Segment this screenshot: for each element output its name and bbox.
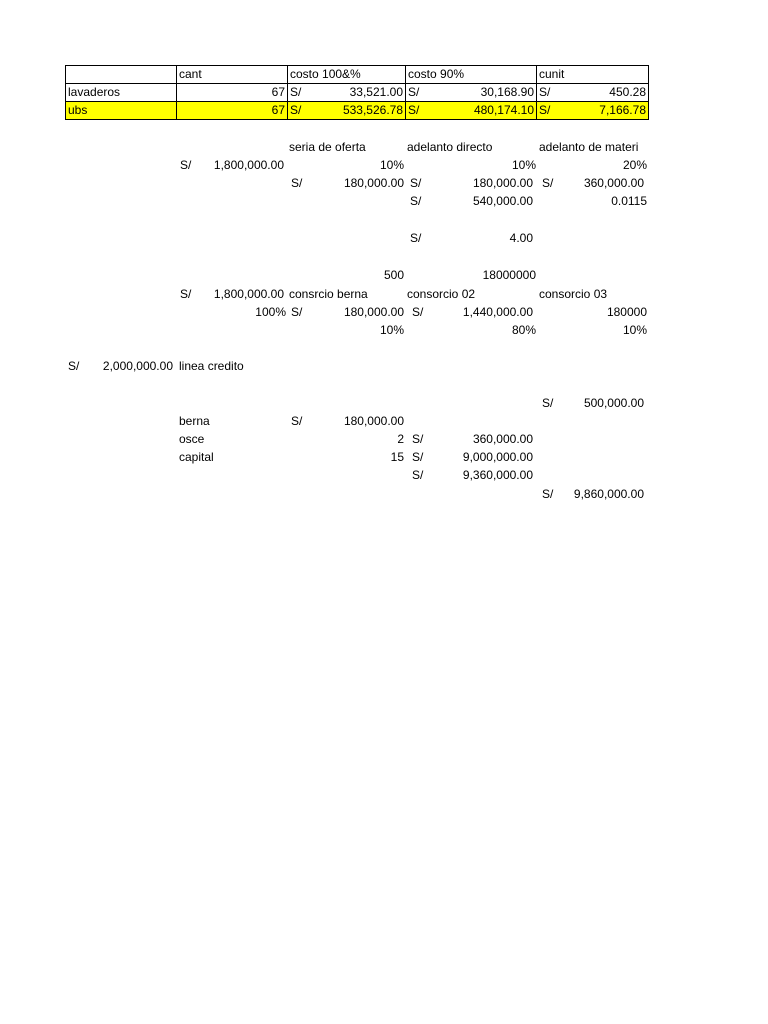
row-label-cell[interactable]: lavaderos bbox=[66, 84, 177, 102]
currency-symbol: S/ bbox=[68, 359, 80, 373]
amount-cell[interactable]: 540,000.00 bbox=[472, 194, 533, 208]
amount-cell[interactable]: 180,000.00 bbox=[472, 176, 533, 190]
table-header-cell[interactable]: costo 90% bbox=[406, 66, 537, 84]
seria-de-oferta-header[interactable]: seria de oferta bbox=[289, 140, 366, 154]
pct-cell[interactable]: 100% bbox=[255, 305, 286, 319]
currency-symbol: S/ bbox=[180, 287, 192, 301]
currency-symbol: S/ bbox=[410, 194, 422, 208]
consorcio-03-header[interactable]: consorcio 03 bbox=[539, 287, 608, 301]
currency-symbol: S/ bbox=[412, 450, 424, 464]
pct-cell[interactable]: 10% bbox=[379, 323, 404, 337]
currency-symbol: S/ bbox=[542, 396, 554, 410]
cunit-cell[interactable] bbox=[537, 102, 649, 120]
table-header-cell[interactable]: costo 100&% bbox=[288, 66, 406, 84]
amount-cell[interactable]: 360,000.00 bbox=[472, 432, 533, 446]
currency-symbol: S/ bbox=[290, 85, 302, 99]
table-header-row bbox=[66, 66, 649, 84]
costo-90-cell[interactable] bbox=[406, 102, 537, 120]
amount-value: 33,521.00 bbox=[349, 85, 403, 99]
currency-symbol: S/ bbox=[408, 103, 420, 117]
value-cell[interactable]: 180000 bbox=[606, 305, 647, 319]
currency-symbol: S/ bbox=[291, 305, 303, 319]
amount-value: 30,168.90 bbox=[480, 85, 534, 99]
currency-symbol: S/ bbox=[291, 176, 303, 190]
table-header-cell[interactable]: cant bbox=[177, 66, 288, 84]
currency-symbol: S/ bbox=[542, 487, 554, 501]
pct-cell[interactable]: 20% bbox=[622, 158, 647, 172]
currency-symbol: S/ bbox=[291, 414, 303, 428]
costo-90-cell[interactable] bbox=[406, 84, 537, 102]
cost-table bbox=[65, 65, 649, 120]
amount-cell[interactable]: 360,000.00 bbox=[583, 176, 644, 190]
adelanto-materi-header[interactable]: adelanto de materi bbox=[539, 140, 639, 154]
cant-cell[interactable]: 67 bbox=[177, 102, 288, 120]
value-cell[interactable]: 500 bbox=[383, 268, 404, 282]
currency-symbol: S/ bbox=[539, 85, 551, 99]
currency-symbol: S/ bbox=[412, 468, 424, 482]
costo-100-cell[interactable] bbox=[288, 84, 406, 102]
qty-cell[interactable]: 2 bbox=[397, 432, 404, 446]
table-header-cell[interactable] bbox=[66, 66, 177, 84]
amount-value: 480,174.10 bbox=[473, 103, 534, 117]
costo-100-cell[interactable] bbox=[288, 102, 406, 120]
currency-symbol: S/ bbox=[539, 103, 551, 117]
qty-cell[interactable]: 15 bbox=[390, 450, 404, 464]
sum-amount-cell[interactable]: 9,360,000.00 bbox=[462, 468, 533, 482]
value-cell[interactable]: 0.0115 bbox=[611, 194, 647, 208]
currency-symbol: S/ bbox=[410, 231, 422, 245]
base-amount-cell[interactable]: 1,800,000.00 bbox=[213, 287, 284, 301]
amount-cell[interactable]: 4.00 bbox=[509, 231, 533, 245]
amount-value: 533,526.78 bbox=[342, 103, 403, 117]
currency-symbol: S/ bbox=[412, 432, 424, 446]
amount-cell[interactable]: 180,000.00 bbox=[343, 176, 404, 190]
table-header-cell[interactable]: cunit bbox=[537, 66, 649, 84]
osce-label[interactable]: osce bbox=[179, 432, 205, 446]
pct-cell[interactable]: 80% bbox=[511, 323, 536, 337]
amount-value: 7,166.78 bbox=[599, 103, 646, 117]
currency-symbol: S/ bbox=[180, 158, 192, 172]
pct-cell[interactable]: 10% bbox=[511, 158, 536, 172]
amount-value: 450.28 bbox=[609, 85, 646, 99]
base-amount-cell[interactable]: 1,800,000.00 bbox=[213, 158, 284, 172]
amount-cell[interactable]: 1,440,000.00 bbox=[462, 305, 533, 319]
capital-label[interactable]: capital bbox=[179, 450, 214, 464]
currency-symbol: S/ bbox=[410, 176, 422, 190]
amount-cell[interactable]: 180,000.00 bbox=[343, 305, 404, 319]
credit-amount-cell[interactable]: 2,000,000.00 bbox=[102, 359, 173, 373]
berna-label[interactable]: berna bbox=[179, 414, 210, 428]
currency-symbol: S/ bbox=[408, 85, 420, 99]
consrcio-berna-header[interactable]: consrcio berna bbox=[289, 287, 368, 301]
table-row-highlighted bbox=[66, 102, 649, 120]
cant-cell[interactable]: 67 bbox=[177, 84, 288, 102]
amount-cell[interactable]: 500,000.00 bbox=[583, 396, 644, 410]
table-row bbox=[66, 84, 649, 102]
cunit-cell[interactable] bbox=[537, 84, 649, 102]
linea-credito-label[interactable]: linea credito bbox=[179, 359, 244, 373]
amount-cell[interactable]: 9,000,000.00 bbox=[462, 450, 533, 464]
currency-symbol: S/ bbox=[290, 103, 302, 117]
adelanto-directo-header[interactable]: adelanto directo bbox=[407, 140, 493, 154]
pct-cell[interactable]: 10% bbox=[622, 323, 647, 337]
pct-cell[interactable]: 10% bbox=[379, 158, 404, 172]
total-amount-cell[interactable]: 9,860,000.00 bbox=[573, 487, 644, 501]
amount-cell[interactable]: 180,000.00 bbox=[343, 414, 404, 428]
currency-symbol: S/ bbox=[542, 176, 554, 190]
currency-symbol: S/ bbox=[412, 305, 424, 319]
consorcio-02-header[interactable]: consorcio 02 bbox=[407, 287, 476, 301]
row-label-cell[interactable]: ubs bbox=[66, 102, 177, 120]
value-cell[interactable]: 18000000 bbox=[482, 268, 536, 282]
